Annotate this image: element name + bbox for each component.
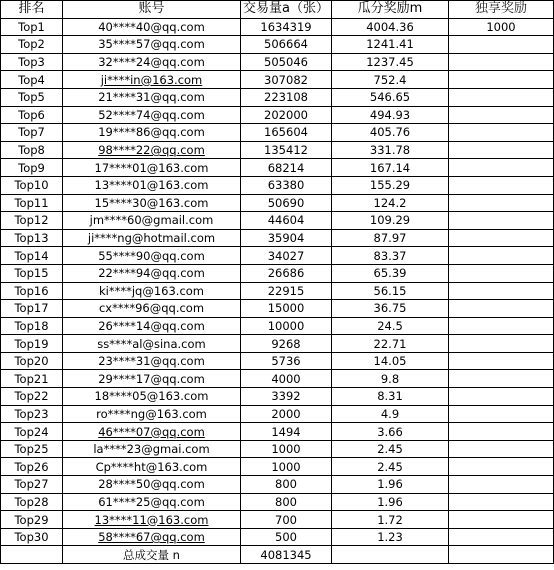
volume-cell: 800	[241, 493, 332, 511]
account-cell: 52****74@qq.com	[63, 106, 241, 124]
volume-cell: 4000	[241, 370, 332, 388]
exclusive-reward-cell	[449, 528, 554, 546]
rank-cell: Top8	[1, 141, 63, 159]
table-row	[1, 36, 554, 54]
share-reward-cell: 24.5	[332, 317, 449, 335]
share-reward-cell: 109.29	[332, 212, 449, 230]
share-reward-cell: 405.76	[332, 124, 449, 142]
rank-cell: Top3	[1, 53, 63, 71]
share-reward-cell: 331.78	[332, 141, 449, 159]
share-reward-cell: 4.9	[332, 405, 449, 423]
account-cell: 17****01@163.com	[63, 159, 241, 177]
volume-cell: 15000	[241, 300, 332, 318]
share-reward-cell: 1.96	[332, 476, 449, 494]
rank-cell: Top19	[1, 335, 63, 353]
volume-cell: 223108	[241, 88, 332, 106]
account-cell: ki****jq@163.com	[63, 282, 241, 300]
volume-cell: 9268	[241, 335, 332, 353]
share-reward-cell: 87.97	[332, 229, 449, 247]
volume-cell: 1000	[241, 440, 332, 458]
account-cell: ro****ng@163.com	[63, 405, 241, 423]
share-reward-cell: 8.31	[332, 388, 449, 406]
table-row	[1, 282, 554, 300]
share-reward-cell: 124.2	[332, 194, 449, 212]
rank-cell: Top25	[1, 440, 63, 458]
table-row	[1, 458, 554, 476]
exclusive-reward-cell	[449, 405, 554, 423]
header-account: 账号	[63, 1, 241, 19]
volume-cell: 1634319	[241, 18, 332, 36]
rank-cell: Top27	[1, 476, 63, 494]
share-reward-cell: 83.37	[332, 247, 449, 265]
table-row	[1, 194, 554, 212]
account-cell: 55****90@qq.com	[63, 247, 241, 265]
header-volume: 交易量a（张）	[241, 1, 332, 19]
rank-cell: Top2	[1, 36, 63, 54]
account-cell: 28****50@qq.com	[63, 476, 241, 494]
rank-cell: Top13	[1, 229, 63, 247]
volume-cell: 63380	[241, 176, 332, 194]
exclusive-reward-cell	[449, 423, 554, 441]
rank-cell: Top16	[1, 282, 63, 300]
account-cell: 35****57@qq.com	[63, 36, 241, 54]
table-row	[1, 440, 554, 458]
exclusive-reward-cell	[449, 212, 554, 230]
exclusive-reward-cell	[449, 458, 554, 476]
share-reward-cell: 2.45	[332, 440, 449, 458]
account-cell: ji****ng@hotmail.com	[63, 229, 241, 247]
table-row	[1, 141, 554, 159]
volume-cell: 2000	[241, 405, 332, 423]
rank-cell: Top24	[1, 423, 63, 441]
rank-cell: Top23	[1, 405, 63, 423]
share-reward-cell: 1237.45	[332, 53, 449, 71]
table-row	[1, 124, 554, 142]
account-cell: ss****al@sina.com	[63, 335, 241, 353]
volume-cell: 500	[241, 528, 332, 546]
volume-cell: 5736	[241, 352, 332, 370]
rank-cell: Top10	[1, 176, 63, 194]
header-exclusive-reward: 独享奖励	[449, 1, 554, 19]
share-reward-cell: 494.93	[332, 106, 449, 124]
rank-cell: Top17	[1, 300, 63, 318]
exclusive-reward-cell	[449, 282, 554, 300]
account-cell: ji****in@163.com	[63, 71, 241, 89]
volume-cell: 68214	[241, 159, 332, 177]
table-row	[1, 159, 554, 177]
volume-cell: 800	[241, 476, 332, 494]
exclusive-reward-cell	[449, 440, 554, 458]
volume-cell: 50690	[241, 194, 332, 212]
exclusive-reward-cell	[449, 388, 554, 406]
table-body	[1, 18, 554, 546]
rank-cell: Top9	[1, 159, 63, 177]
table-row	[1, 229, 554, 247]
exclusive-reward-cell	[449, 176, 554, 194]
exclusive-reward-cell	[449, 511, 554, 529]
rank-cell: Top18	[1, 317, 63, 335]
table-row	[1, 317, 554, 335]
table-row	[1, 388, 554, 406]
volume-cell: 700	[241, 511, 332, 529]
volume-cell: 202000	[241, 106, 332, 124]
volume-cell: 307082	[241, 71, 332, 89]
volume-cell: 165604	[241, 124, 332, 142]
account-cell: 40****40@qq.com	[63, 18, 241, 36]
table-row	[1, 405, 554, 423]
exclusive-reward-cell	[449, 247, 554, 265]
share-reward-cell: 4004.36	[332, 18, 449, 36]
exclusive-reward-cell	[449, 53, 554, 71]
rank-cell: Top11	[1, 194, 63, 212]
exclusive-reward-cell: 1000	[449, 18, 554, 36]
account-cell: 21****31@qq.com	[63, 88, 241, 106]
volume-cell: 1494	[241, 423, 332, 441]
account-cell: 22****94@qq.com	[63, 264, 241, 282]
rank-cell: Top4	[1, 71, 63, 89]
rank-cell: Top29	[1, 511, 63, 529]
exclusive-reward-cell	[449, 71, 554, 89]
volume-cell: 22915	[241, 282, 332, 300]
total-empty-cell	[332, 546, 449, 564]
rank-cell: Top26	[1, 458, 63, 476]
share-reward-cell: 1.23	[332, 528, 449, 546]
rank-cell: Top14	[1, 247, 63, 265]
table-row	[1, 71, 554, 89]
account-cell: 26****14@qq.com	[63, 317, 241, 335]
exclusive-reward-cell	[449, 141, 554, 159]
share-reward-cell: 1241.41	[332, 36, 449, 54]
table-row	[1, 247, 554, 265]
rank-cell: Top6	[1, 106, 63, 124]
share-reward-cell: 9.8	[332, 370, 449, 388]
rank-cell: Top15	[1, 264, 63, 282]
exclusive-reward-cell	[449, 194, 554, 212]
table-row	[1, 212, 554, 230]
rank-cell: Top21	[1, 370, 63, 388]
rank-cell: Top28	[1, 493, 63, 511]
exclusive-reward-cell	[449, 124, 554, 142]
table-row	[1, 88, 554, 106]
volume-cell: 1000	[241, 458, 332, 476]
exclusive-reward-cell	[449, 159, 554, 177]
exclusive-reward-cell	[449, 476, 554, 494]
exclusive-reward-cell	[449, 88, 554, 106]
share-reward-cell: 546.65	[332, 88, 449, 106]
account-cell: 61****25@qq.com	[63, 493, 241, 511]
share-reward-cell: 14.05	[332, 352, 449, 370]
volume-cell: 3392	[241, 388, 332, 406]
table-row	[1, 106, 554, 124]
table-row	[1, 370, 554, 388]
table-row	[1, 264, 554, 282]
rank-cell: Top5	[1, 88, 63, 106]
volume-cell: 505046	[241, 53, 332, 71]
share-reward-cell: 36.75	[332, 300, 449, 318]
account-cell: 18****05@163.com	[63, 388, 241, 406]
account-cell: 13****01@163.com	[63, 176, 241, 194]
total-empty-cell	[449, 546, 554, 564]
volume-cell: 506664	[241, 36, 332, 54]
account-cell: 15****30@163.com	[63, 194, 241, 212]
table-row	[1, 511, 554, 529]
account-cell: la****23@gmai.com	[63, 440, 241, 458]
rank-cell: Top7	[1, 124, 63, 142]
rank-cell: Top12	[1, 212, 63, 230]
volume-cell: 10000	[241, 317, 332, 335]
share-reward-cell: 56.15	[332, 282, 449, 300]
total-row	[1, 546, 554, 564]
volume-cell: 26686	[241, 264, 332, 282]
table-row	[1, 493, 554, 511]
share-reward-cell: 1.96	[332, 493, 449, 511]
exclusive-reward-cell	[449, 493, 554, 511]
account-cell: 46****07@qq.com	[63, 423, 241, 441]
exclusive-reward-cell	[449, 264, 554, 282]
exclusive-reward-cell	[449, 229, 554, 247]
account-cell: 98****22@qq.com	[63, 141, 241, 159]
header-row	[1, 1, 554, 19]
volume-cell: 34027	[241, 247, 332, 265]
share-reward-cell: 1.72	[332, 511, 449, 529]
table-row	[1, 300, 554, 318]
header-rank: 排名	[1, 1, 63, 19]
volume-cell: 35904	[241, 229, 332, 247]
share-reward-cell: 752.4	[332, 71, 449, 89]
account-cell: 58****67@qq.com	[63, 528, 241, 546]
account-cell: 29****17@qq.com	[63, 370, 241, 388]
rank-cell: Top1	[1, 18, 63, 36]
rank-cell: Top22	[1, 388, 63, 406]
account-cell: 13****11@163.com	[63, 511, 241, 529]
account-cell: 19****86@qq.com	[63, 124, 241, 142]
exclusive-reward-cell	[449, 352, 554, 370]
volume-cell: 44604	[241, 212, 332, 230]
account-cell: 32****24@qq.com	[63, 53, 241, 71]
rank-cell: Top20	[1, 352, 63, 370]
exclusive-reward-cell	[449, 36, 554, 54]
volume-cell: 135412	[241, 141, 332, 159]
rank-cell: Top30	[1, 528, 63, 546]
share-reward-cell: 22.71	[332, 335, 449, 353]
table-row	[1, 476, 554, 494]
table-row	[1, 352, 554, 370]
total-empty-cell	[1, 546, 63, 564]
share-reward-cell: 155.29	[332, 176, 449, 194]
share-reward-cell: 167.14	[332, 159, 449, 177]
total-value: 4081345	[241, 546, 332, 564]
table-row	[1, 335, 554, 353]
table-row	[1, 423, 554, 441]
table-row	[1, 53, 554, 71]
account-cell: cx****96@qq.com	[63, 300, 241, 318]
account-cell: Cp****ht@163.com	[63, 458, 241, 476]
account-cell: 23****31@qq.com	[63, 352, 241, 370]
table-row	[1, 18, 554, 36]
account-cell: jm****60@gmail.com	[63, 212, 241, 230]
exclusive-reward-cell	[449, 370, 554, 388]
total-label: 总成交量 n	[63, 546, 241, 564]
table-row	[1, 528, 554, 546]
exclusive-reward-cell	[449, 300, 554, 318]
share-reward-cell: 65.39	[332, 264, 449, 282]
table-row	[1, 176, 554, 194]
share-reward-cell: 2.45	[332, 458, 449, 476]
exclusive-reward-cell	[449, 317, 554, 335]
exclusive-reward-cell	[449, 106, 554, 124]
header-share-reward: 瓜分奖励m	[332, 1, 449, 19]
share-reward-cell: 3.66	[332, 423, 449, 441]
exclusive-reward-cell	[449, 335, 554, 353]
